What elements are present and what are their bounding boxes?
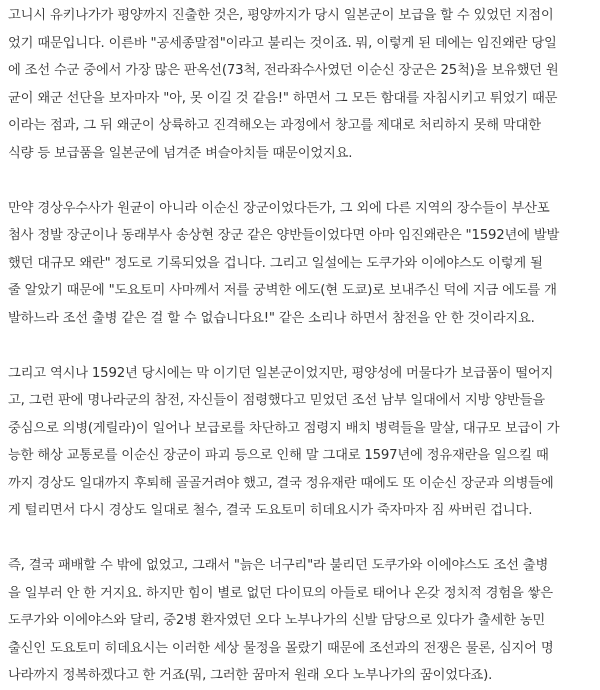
text-line: 고, 그런 판에 명나라군의 참전, 자신들이 점령했다고 믿었던 조선 남부 일대에서 지방 양반들을 xyxy=(8,393,545,408)
text-line: 첨사 정발 장군이나 동래부사 송상현 장군 같은 양반들이었다면 아마 임진왜란은 "1592년에 발발 xyxy=(8,228,560,243)
text-line: 그리고 역시나 1592년 당시에는 막 이기던 일본군이었지만, 평양성에 머물다가 보급품이 떨어지 xyxy=(8,365,554,381)
text-line: 까지 경상도 일대까지 후퇴해 골골거려야 했고, 결국 정유재란 때에도 또 이순신 장군과 의병들에 xyxy=(8,475,554,491)
paragraph-3 xyxy=(8,360,592,525)
text-line: 식량 등 보급품을 일본군에 넘겨준 벼슬아치들 때문이었지요. xyxy=(8,145,353,161)
text-line: 에 조선 수군 중에서 가장 많은 판옥선(73척, 전라좌수사였던 이순신 장군은 25척)을 보유했던 원 xyxy=(8,63,559,78)
text-line: 출신인 도요토미 히데요시는 이러한 세상 물정을 몰랐기 때문에 조선과의 전쟁은 물론, 심지어 명 xyxy=(8,640,554,656)
text-line: 했던 대규모 왜란" 정도로 기록되었을 겁니다. 그리고 일설에는 도쿠가와 이에야스도 이렇게 될 xyxy=(8,255,543,271)
text-line: 균이 왜군 선단을 보자마자 "아, 못 이길 것 같음!" 하면서 그 모든 함대를 자침시키고 튀었기 때문 xyxy=(8,90,558,106)
text-line: 중심으로 의병(게릴라)이 일어나 보급로를 차단하고 점령지 배치 병력들을 말살, 대규모 보급이 가 xyxy=(8,420,560,436)
text-line: 만약 경상우수사가 원균이 아니라 이순신 장군이었다든가, 그 외에 다른 지역의 장수들이 부산포 xyxy=(8,200,550,216)
text-line: 도쿠가와 이에야스와 달리, 중2병 환자였던 오다 노부나가의 신발 담당으로 있다가 출세한 농민 xyxy=(8,613,546,628)
text-line: 게 털리면서 다시 경상도 일대로 철수, 결국 도요토미 히데요시가 죽자마자 짐 싸버린 겁니다. xyxy=(8,503,533,518)
paragraph-4 xyxy=(8,552,592,690)
text-line: 줄 알았기 때문에 "도요토미 사마께서 저를 궁벽한 에도(현 도쿄)로 보내주신 덕에 지금 에도를 개 xyxy=(8,283,557,298)
paragraph-1 xyxy=(8,2,592,167)
text-line: 이라는 점과, 그 뒤 왜군이 상륙하고 진격해오는 과정에서 창고를 제대로 처리하지 못해 막대한 xyxy=(8,118,541,133)
text-line: 고니시 유키나가가 평양까지 진출한 것은, 평양까지가 당시 일본군이 보급을 할 수 있었던 지점이 xyxy=(8,8,554,23)
text-line: 능한 해상 교통로를 이순신 장군이 파괴 등으로 인해 말 그대로 1597년에 정유재란을 일으킬 때 xyxy=(8,448,549,463)
text-line: 발하느라 조선 출병 같은 걸 할 수 없습니다요!" 같은 소리나 하면서 참전을 안 한 것이라지요. xyxy=(8,310,535,326)
paragraph-2 xyxy=(8,195,592,333)
text-line: 나라까지 정복하겠다고 한 거죠(뭐, 그러한 꿈마저 원래 오다 노부나가의 꿈이었다죠). xyxy=(8,668,493,683)
text-line: 었기 때문입니다. 이른바 "공세종말점"이라고 불리는 것이죠. 뭐, 이렇게 된 데에는 임진왜란 당일 xyxy=(8,35,557,51)
text-line: 을 일부러 안 한 거지요. 하지만 힘이 별로 없던 다이묘의 아들로 태어나 온갖 정치적 경험을 쌓은 xyxy=(8,585,553,601)
text-line: 즉, 결국 패배할 수 밖에 없었고, 그래서 "늙은 너구리"라 불리던 도쿠가와 이에야스도 조선 출병 xyxy=(8,558,549,573)
